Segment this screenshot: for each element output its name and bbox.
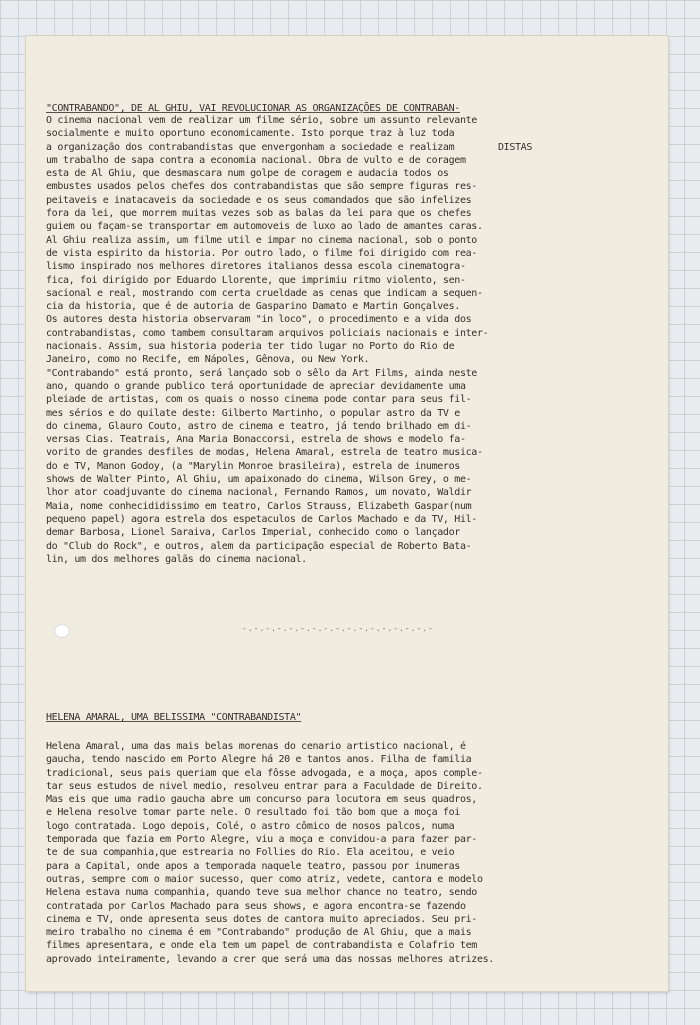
text-line: a organização dos contrabandistas que envergonham a sociedade e realizam [46, 141, 455, 153]
text-line: guiem ou façam-se transportar em automoveis de luxo ao lado de amantes caras. [46, 221, 483, 233]
text-line: aprovado inteiramente, levando a crer que será uma das nossas melhores atrizes. [46, 953, 494, 965]
text-line: de vista espirito da historia. Por outro lado, o filme foi dirigido com rea- [46, 247, 477, 259]
text-line: temporada que fazia em Porto Alegre, viu a moça e convidou-a para fazer par- [46, 834, 477, 846]
text-line: demar Barbosa, Lionel Saraiva, Carlos Imperial, conhecido como o lançador [46, 527, 460, 539]
text-line: ano, quando o grande publico terá oportunidade de apreciar devidamente uma [46, 380, 466, 392]
text-line: e Helena resolve tomar parte nele. O resultado foi tão bom que a moça foi [46, 807, 460, 819]
text-line: nacionais. Assim, sua historia poderia ter tido lugar no Porto do Rio de [46, 341, 455, 353]
text-line: cinema e TV, onde apresenta seus dotes de cantora muito apreciados. Seu pri- [46, 913, 477, 925]
article-title-helena-amaral: HELENA AMARAL, UMA BELISSIMA "CONTRABANDISTA" [46, 712, 302, 723]
text-line: vorito de grandes desfiles de modas, Helena Amaral, estrela de teatro musica- [46, 447, 483, 459]
typed-document-page [26, 36, 668, 991]
text-line: esta de Al Ghiu, que desmascara num golpe de coragem e audacia todos os [46, 168, 449, 180]
text-line: Os autores desta historia observaram "in loco", o procedimento e a vida dos [46, 314, 472, 326]
text-line: do e TV, Manon Godoy, (a "Marylin Monroe brasileira), estrela de inumeros [46, 460, 460, 472]
text-line: Mas eis que uma radio gaucha abre um concurso para locutora em seus quadros, [46, 794, 477, 806]
section-separator: -.-.-.-.-.-.-.-.-.-.-.-.-.-.-.-.- [242, 624, 434, 633]
text-line: outras, sempre com o maior sucesso, quer como atriz, vedete, cantora e modelo [46, 873, 483, 885]
article-helena-amaral-body [46, 740, 654, 966]
text-line: do cinema, Glauro Couto, astro de cinema e teatro, já tendo brilhado em di- [46, 420, 472, 432]
text-line: Janeiro, como no Recife, em Nápoles, Gênova, ou New York. [46, 354, 370, 366]
text-line: contratada por Carlos Machado para seus shows, e agora encontra-se fazendo [46, 900, 466, 912]
text-line: tar seus estudos de nivel medio, resolveu entrar para a Faculdade de Direito. [46, 780, 483, 792]
headline-line-2: DISTAS [498, 142, 533, 153]
article-contrabando-body [46, 114, 654, 566]
text-line: peitaveis e inatacaveis da sociedade e os seus comandados que são infelizes [46, 194, 472, 206]
text-line: sacional e real, mostrando com certa crueldade as cenas que indicam a sequen- [46, 287, 483, 299]
text-line: tradicional, seus pais queriam que ela fôsse advogada, e a moça, apos comple- [46, 767, 483, 779]
text-line: contrabandistas, como tambem consultaram arquivos policiais nacionais e inter- [46, 327, 489, 339]
text-line: logo contratada. Logo depois, Colé, o astro cômico de nosos palcos, numa [46, 820, 455, 832]
text-line: meiro trabalho no cinema é em "Contrabando" produção de Al Ghiu, que a mais [46, 927, 472, 939]
text-line: pequeno papel) agora estrela dos espetaculos de Carlos Machado e da TV, Hil- [46, 513, 477, 525]
text-line: embustes usados pelos chefes dos contrabandistas que são sempre figuras res- [46, 181, 477, 193]
text-line: te de sua companhia,que estrearia no Follies do Rio. Ela aceitou, e veio [46, 847, 455, 859]
text-line: cia da historia, que é de autoria de Gasparino Damato e Martin Gonçalves. [46, 301, 460, 313]
text-line: gaucha, tendo nascido em Porto Alegre há 20 e tantos anos. Filha de familia [46, 754, 472, 766]
text-line: "Contrabando" está pronto, será lançado sob o sêlo da Art Films, ainda neste [46, 367, 477, 379]
text-line: lhor ator coadjuvante do cinema nacional, Fernando Ramos, um novato, Waldir [46, 487, 472, 499]
text-line: filmes apresentara, e onde ela tem um papel de contrabandista e Colafrio tem [46, 940, 477, 952]
text-line: lismo inspirado nos melhores diretores italianos dessa escola cinematogra- [46, 261, 466, 273]
text-line: fica, foi dirigido por Eduardo Llorente, que imprimiu ritmo violento, sen- [46, 274, 466, 286]
headline-line-1: "CONTRABANDO", DE AL GHIU, VAI REVOLUCIONAR AS ORGANIZAÇÕES DE CONTRABAN- [46, 103, 460, 114]
text-line: mes sérios e do quilate deste: Gilberto Martinho, o popular astro da TV e [46, 407, 460, 419]
text-line: lin, um dos melhores galãs do cinema nacional. [46, 553, 307, 565]
text-line: Al Ghiu realiza assim, um filme util e impar no cinema nacional, sob o ponto [46, 234, 477, 246]
punch-hole [54, 624, 70, 638]
text-line: Maia, nome conhecididissimo em teatro, Carlos Strauss, Elizabeth Gaspar(num [46, 500, 472, 512]
text-line: socialmente e muito oportuno economicamente. Isto porque traz à luz toda [46, 128, 455, 140]
text-line: Helena Amaral, uma das mais belas morenas do cenario artistico nacional, é [46, 741, 466, 752]
text-line: shows de Walter Pinto, Al Ghiu, um apaixonado do cinema, Wilson Grey, o me- [46, 474, 472, 486]
text-line: fora da lei, que morrem muitas vezes sob as balas da lei para que os chefes [46, 208, 472, 220]
text-line: do "Club do Rock", e outros, alem da participação especial de Roberto Bata- [46, 540, 472, 552]
text-line: para a Capital, onde apos a temporada naquele teatro, passou por inumeras [46, 860, 460, 872]
text-line: pleiade de artistas, com os quais o nosso cinema pode contar para seus fil- [46, 394, 472, 406]
text-line: O cinema nacional vem de realizar um filme sério, sobre um assunto relevante [46, 115, 477, 126]
text-line: Helena estava numa companhia, quando teve sua melhor chance no teatro, sendo [46, 887, 477, 899]
text-line: versas Cias. Teatrais, Ana Maria Bonaccorsi, estrela de shows e modelo fa- [46, 434, 466, 446]
text-line: um trabalho de sapa contra a economia nacional. Obra de vulto e de coragem [46, 154, 466, 166]
